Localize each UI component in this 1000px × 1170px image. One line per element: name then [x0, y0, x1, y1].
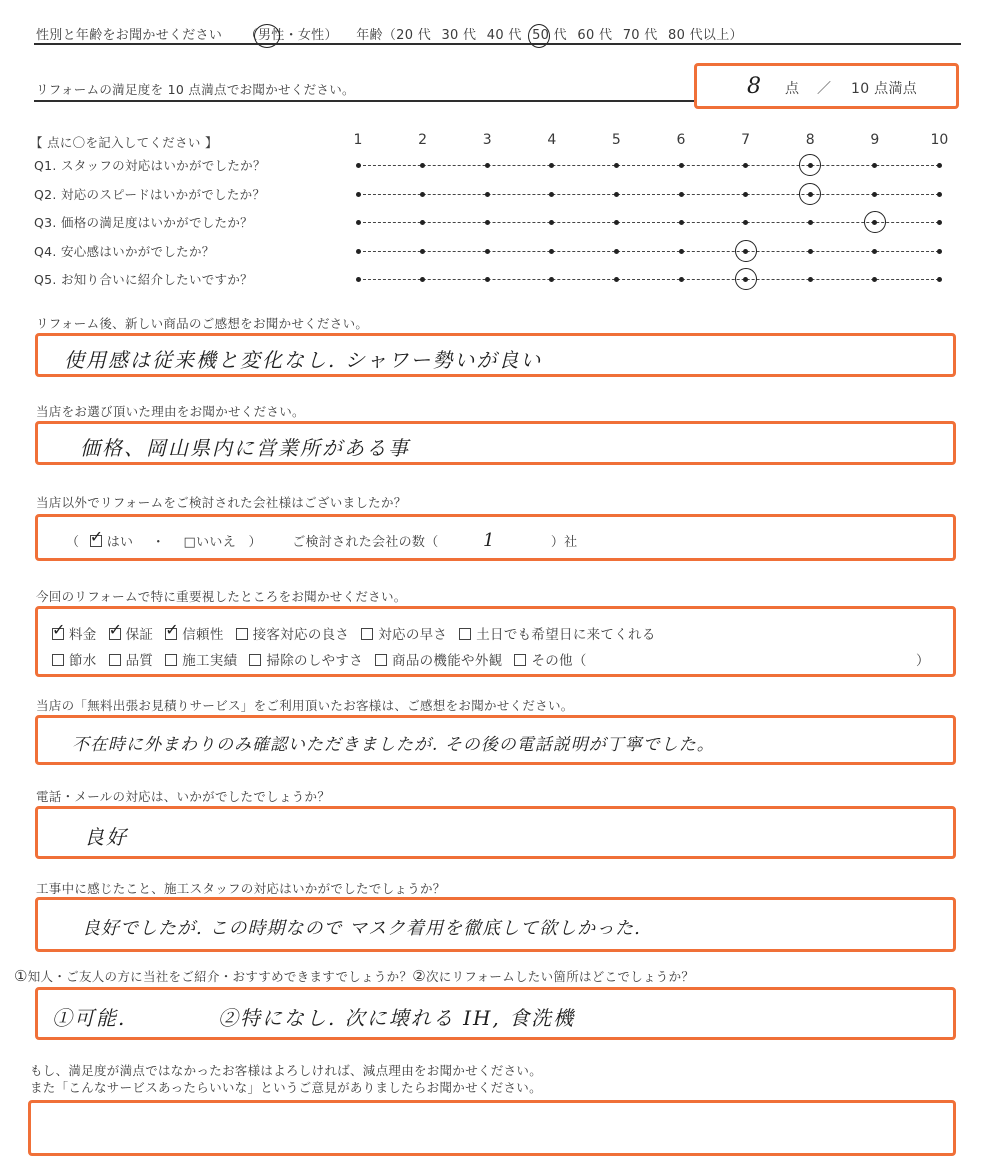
rating-point-2[interactable] — [420, 192, 425, 197]
header-divider — [34, 43, 961, 45]
scale-tick-10: 10 — [930, 132, 949, 148]
priority-option[interactable] — [52, 627, 97, 643]
checkbox-checked-icon[interactable] — [52, 628, 64, 640]
rating-point-6[interactable] — [679, 249, 684, 254]
age-option-60[interactable]: 60 代 — [577, 28, 613, 43]
scale-tick-5: 5 — [611, 132, 621, 148]
priority-option-label: 品質 — [125, 653, 154, 669]
impression-answer-box[interactable] — [35, 333, 956, 377]
priorities-prompt: 今回のリフォームで特に重要視したところをお聞かせください。 — [36, 589, 407, 604]
checkbox-icon[interactable] — [361, 628, 373, 640]
checkbox-checked-icon[interactable] — [90, 535, 102, 547]
competitors-count-label: ご検討された会社の数（ — [292, 535, 439, 550]
checkbox-checked-icon[interactable] — [165, 628, 177, 640]
rating-point-4[interactable] — [549, 277, 554, 282]
scale-tick-8: 8 — [805, 132, 815, 148]
rating-point-3[interactable] — [485, 192, 490, 197]
competitors-answer-box — [35, 514, 956, 561]
rating-point-5[interactable] — [614, 249, 619, 254]
priority-option[interactable] — [249, 653, 363, 669]
rating-point-7[interactable] — [743, 192, 748, 197]
checkbox-icon[interactable] — [165, 654, 177, 666]
rating-point-3[interactable] — [485, 249, 490, 254]
competitors-count-value[interactable]: 1 — [482, 530, 497, 551]
phone-mail-answer: 良好 — [84, 825, 128, 849]
priorities-box — [35, 606, 956, 677]
selected-rating-circle-icon — [799, 154, 821, 176]
estimate-prompt: 当店の「無料出張お見積りサービス」をご利用頂いたお客様は、ご感想をお聞かせください。 — [36, 698, 574, 713]
checkbox-icon[interactable] — [249, 654, 261, 666]
feedback-answer-box[interactable] — [28, 1100, 956, 1156]
rating-question-4: Q4. 安心感はいかがでしたか？ — [34, 243, 215, 259]
rating-point-1[interactable] — [356, 220, 361, 225]
referral-next-answer-box[interactable] — [35, 987, 956, 1040]
checkbox-icon[interactable] — [236, 628, 248, 640]
rating-point-10[interactable] — [937, 249, 942, 254]
rating-point-5[interactable] — [614, 277, 619, 282]
priority-option[interactable] — [459, 627, 655, 643]
rating-point-10[interactable] — [937, 192, 942, 197]
rating-point-1[interactable] — [356, 163, 361, 168]
priority-option[interactable] — [361, 627, 447, 643]
rating-point-9[interactable] — [872, 277, 877, 282]
rating-point-1[interactable] — [356, 277, 361, 282]
gender-option-female[interactable]: 女性 — [297, 28, 325, 43]
gender-age-row — [36, 24, 743, 43]
priority-option-label: 対応の早さ — [378, 627, 448, 643]
age-option-80[interactable]: 80 代以上） — [668, 28, 743, 43]
checkbox-icon[interactable] — [375, 654, 387, 666]
competitors-yes-option[interactable]: ✓ はい — [90, 535, 134, 550]
phone-mail-prompt: 電話・メールの対応は、いかがでしたでしょうか？ — [36, 789, 331, 804]
age-option-30[interactable]: 30 代 — [441, 28, 477, 43]
gender-prompt: 性別と年齢をお聞かせください — [36, 28, 223, 43]
gender-sep: ・ — [284, 28, 298, 43]
rating-point-4[interactable] — [549, 220, 554, 225]
rating-scale-line — [358, 279, 939, 280]
gender-close: ） — [324, 28, 338, 43]
impression-prompt: リフォーム後、新しい商品のご感想をお聞かせください。 — [36, 316, 369, 331]
phone-mail-answer-box[interactable] — [35, 806, 956, 859]
checkbox-icon[interactable] — [514, 654, 526, 666]
reason-answer-box[interactable] — [35, 421, 956, 465]
rating-point-2[interactable] — [420, 220, 425, 225]
competitors-open: （ — [66, 535, 80, 550]
next-answer: ②特になし. 次に壊れる IH, 食洗機 — [218, 1006, 576, 1030]
age-option-20[interactable]: 20 代 — [396, 28, 432, 43]
satisfaction-unit: 点 — [785, 81, 800, 97]
priority-option[interactable] — [236, 627, 350, 643]
rating-point-6[interactable] — [679, 220, 684, 225]
construction-answer-box[interactable] — [35, 897, 956, 952]
priority-option[interactable] — [109, 627, 154, 643]
competitors-close: ） — [248, 535, 262, 550]
priority-option[interactable] — [52, 653, 97, 669]
rating-point-6[interactable] — [679, 163, 684, 168]
age-option-70[interactable]: 70 代 — [622, 28, 658, 43]
rating-point-5[interactable] — [614, 163, 619, 168]
age-option-40[interactable]: 40 代 — [486, 28, 522, 43]
satisfaction-max: 10 点満点 — [851, 81, 918, 97]
priority-option[interactable] — [109, 653, 154, 669]
next-prompt: 次にリフォームしたい箇所はどこでしょうか？ — [426, 969, 695, 984]
referral-answer: ①可能. — [52, 1006, 127, 1030]
rating-point-5[interactable] — [614, 220, 619, 225]
referral-mark: ① — [14, 967, 28, 985]
construction-prompt: 工事中に感じたこと、施工スタッフの対応はいかがでしたでしょうか？ — [36, 881, 446, 896]
estimate-answer-box[interactable] — [35, 715, 956, 765]
reason-answer: 価格、岡山県内に営業所がある事 — [80, 436, 410, 460]
priority-option-label: 節水 — [69, 653, 97, 669]
rating-point-3[interactable] — [485, 277, 490, 282]
competitors-count-suffix: ）社 — [550, 535, 578, 550]
rating-point-8[interactable] — [808, 249, 813, 254]
feedback-prompt-line-2: また「こんなサービスあったらいいな」というご意見がありましたらお聞かせください。 — [30, 1080, 542, 1095]
rating-point-4[interactable] — [549, 249, 554, 254]
rating-point-8[interactable] — [808, 220, 813, 225]
selected-rating-circle-icon — [735, 268, 757, 290]
competitors-no-option[interactable]: □いいえ — [183, 535, 237, 550]
scale-tick-4: 4 — [547, 132, 557, 148]
competitors-sep: ・ — [151, 535, 166, 550]
satisfaction-divider — [34, 100, 694, 102]
checkbox-checked-icon[interactable] — [109, 628, 121, 640]
priorities-row-2 — [52, 649, 599, 669]
priority-option[interactable] — [165, 627, 223, 643]
rating-question-3: Q3. 価格の満足度はいかがでしたか？ — [34, 215, 253, 230]
rating-point-7[interactable] — [743, 220, 748, 225]
priority-option-label: 信頼性 — [182, 627, 224, 643]
selected-rating-circle-icon — [864, 211, 886, 233]
estimate-answer: 不在時に外まわりのみ確認いただきましたが. その後の電話説明が丁寧でした。 — [72, 735, 715, 755]
rating-point-6[interactable] — [679, 192, 684, 197]
priority-option-label: その他（ — [531, 653, 587, 669]
priority-option-label: 保証 — [125, 627, 154, 643]
rating-instruction: 【 点に〇を記入してください 】 — [30, 135, 218, 150]
rating-point-4[interactable] — [549, 192, 554, 197]
rating-point-3[interactable] — [485, 220, 490, 225]
competitors-prompt: 当店以外でリフォームをご検討された会社様はございましたか？ — [36, 495, 407, 510]
rating-point-2[interactable] — [420, 277, 425, 282]
next-mark: ② — [412, 967, 427, 985]
priority-option[interactable] — [375, 653, 502, 669]
rating-point-9[interactable] — [872, 249, 877, 254]
priority-option-label: 掃除のしやすさ — [266, 653, 364, 669]
priority-option[interactable] — [165, 653, 237, 669]
rating-point-8[interactable] — [808, 277, 813, 282]
checkbox-icon[interactable] — [109, 654, 121, 666]
referral-next-prompts — [14, 967, 694, 985]
impression-answer: 使用感は従来機と変化なし. シャワー勢いが良い — [64, 348, 543, 372]
rating-point-1[interactable] — [356, 192, 361, 197]
scale-tick-3: 3 — [482, 132, 492, 148]
priority-option[interactable] — [514, 653, 586, 669]
rating-point-10[interactable] — [937, 277, 942, 282]
checkbox-icon[interactable] — [52, 654, 64, 666]
feedback-prompt-line-1: もし、満足度が満点ではなかったお客様はよろしければ、減点理由をお聞かせください。 — [30, 1063, 543, 1078]
competitors-row — [66, 530, 577, 551]
satisfaction-prompt: リフォームの満足度を 10 点満点でお聞かせください。 — [36, 82, 355, 97]
priorities-other-close: ） — [916, 653, 930, 669]
rating-point-3[interactable] — [485, 163, 490, 168]
satisfaction-score-value: 8 — [747, 74, 763, 99]
age-label: 年齢（ — [356, 28, 397, 43]
referral-prompt: 知人・ご友人の方に当社をご紹介・おすすめできますでしょうか？ — [27, 969, 413, 984]
rating-question-2: Q2. 対応のスピードはいかがでしたか？ — [34, 186, 266, 202]
rating-point-10[interactable] — [937, 220, 942, 225]
rating-scale-line — [358, 194, 939, 195]
scale-tick-1: 1 — [353, 132, 363, 148]
priority-option-label: 土日でも希望日に来てくれる — [476, 627, 656, 643]
rating-point-4[interactable] — [549, 163, 554, 168]
gender-option-male[interactable]: 男性 — [258, 28, 285, 43]
reason-prompt: 当店をお選び頂いた理由をお聞かせください。 — [36, 404, 305, 419]
rating-point-9[interactable] — [872, 163, 877, 168]
priority-option-label: 商品の機能や外観 — [392, 653, 503, 669]
checkbox-icon[interactable] — [459, 628, 471, 640]
scale-tick-6: 6 — [676, 132, 686, 148]
rating-question-5: Q5. お知り合いに紹介したいですか？ — [34, 272, 253, 287]
priorities-row-1 — [52, 623, 668, 643]
scale-tick-2: 2 — [418, 132, 428, 148]
priority-option-label: 接客対応の良さ — [252, 627, 350, 643]
rating-scale-line — [358, 251, 939, 252]
priority-option-label: 施工実績 — [182, 653, 238, 669]
rating-point-2[interactable] — [420, 249, 425, 254]
gender-open: （ — [244, 28, 258, 43]
age-option-50[interactable]: 50 代 — [532, 28, 567, 43]
scale-tick-9: 9 — [870, 132, 880, 148]
scale-tick-7: 7 — [741, 132, 751, 148]
rating-point-9[interactable] — [872, 192, 877, 197]
rating-scale-line — [358, 165, 939, 166]
satisfaction-slash: ／ — [817, 81, 832, 97]
satisfaction-score-box[interactable] — [694, 63, 959, 109]
rating-question-1: Q1. スタッフの対応はいかがでしたか？ — [34, 158, 266, 173]
rating-point-5[interactable] — [614, 192, 619, 197]
selected-rating-circle-icon — [735, 240, 757, 262]
rating-point-6[interactable] — [679, 277, 684, 282]
rating-scale-line — [358, 222, 939, 223]
construction-answer: 良好でしたが. この時期なので マスク着用を徹底して欲しかった. — [82, 918, 641, 939]
rating-point-7[interactable] — [743, 163, 748, 168]
priority-option-label: 料金 — [69, 627, 97, 643]
selected-rating-circle-icon — [799, 183, 821, 205]
rating-point-10[interactable] — [937, 163, 942, 168]
rating-point-2[interactable] — [420, 163, 425, 168]
rating-point-1[interactable] — [356, 249, 361, 254]
